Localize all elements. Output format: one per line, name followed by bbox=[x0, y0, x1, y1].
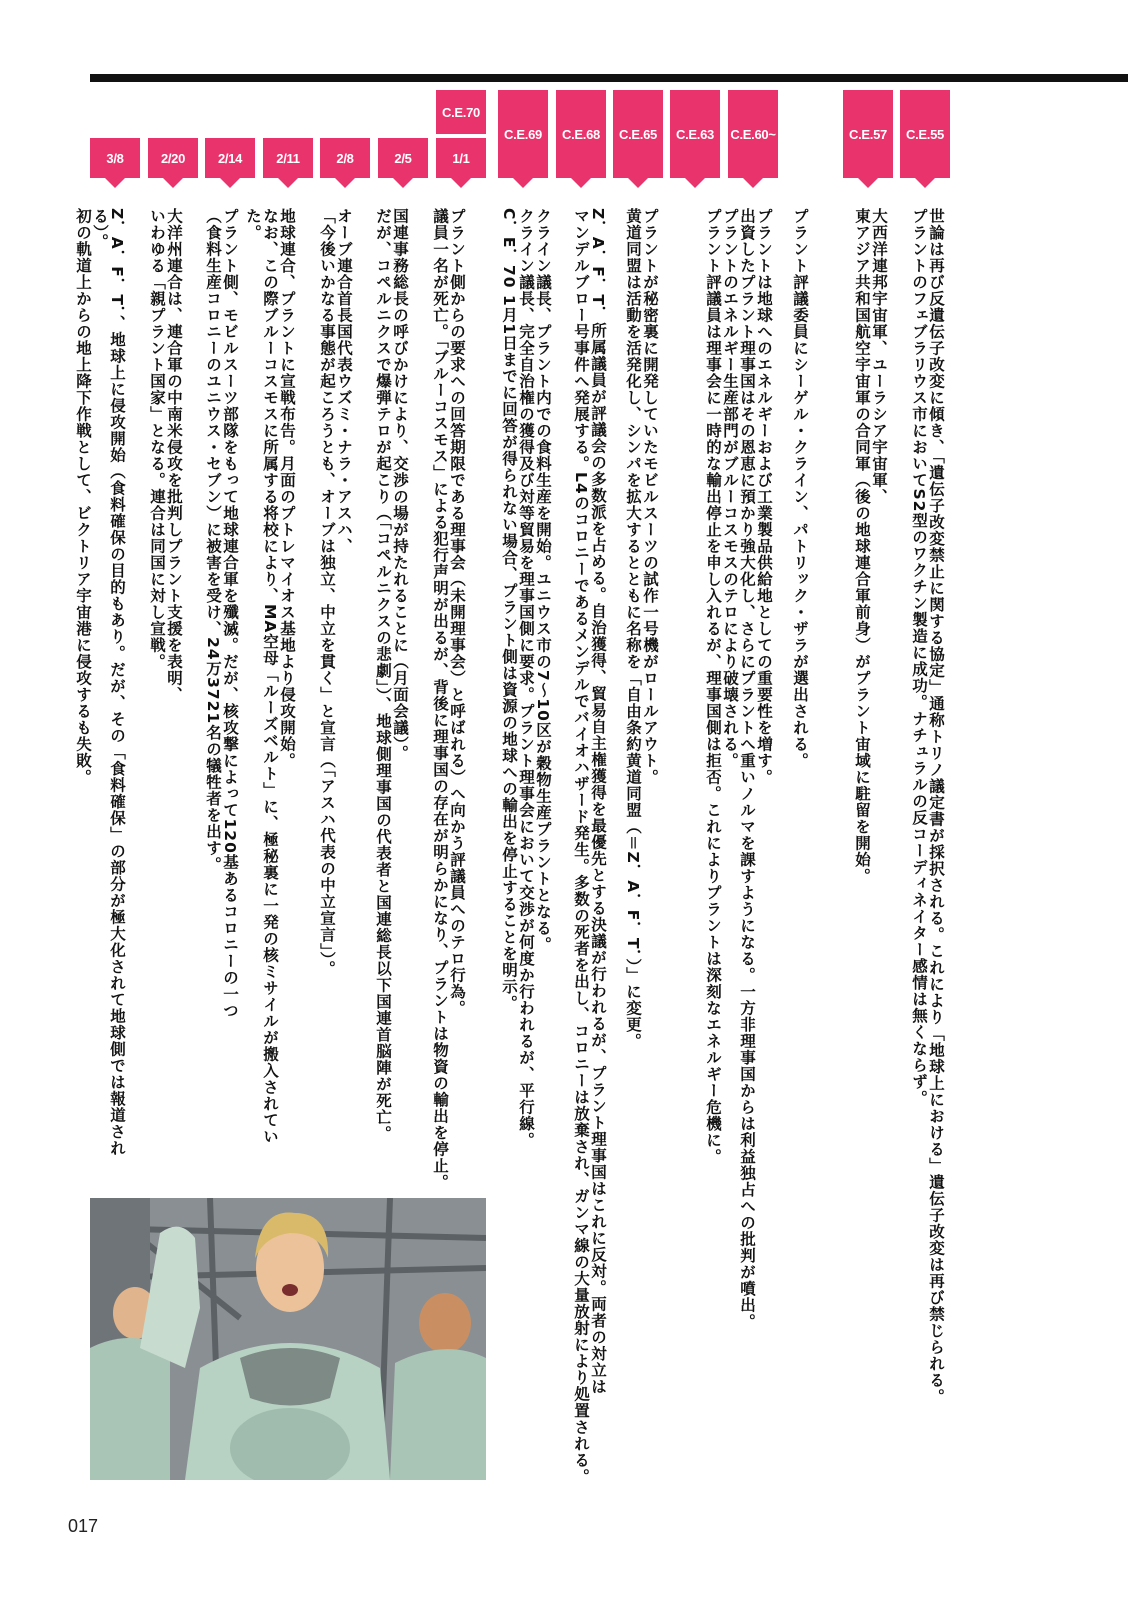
entry-3-8 bbox=[74, 208, 125, 1163]
entry-line: だが、コペルニクスで爆弾テロが起こり（「コペルニクスの悲劇」）、地球側理事国の代表者と国連総長以下国連首脳陣が死亡。 bbox=[374, 208, 392, 1142]
era-tag-ce55: C.E.55 bbox=[900, 90, 950, 178]
entry-line: なお、この際ブルーコスモスに所属する将校により、MA空母「ルーズベルト」に、極秘裏に一発の核ミサイルが搬入されていた。 bbox=[244, 208, 279, 1145]
entry-2-20 bbox=[148, 208, 182, 1163]
entry-line: オーブ連合首長国代表ウズミ・ナラ・アスハ、 bbox=[335, 208, 353, 555]
entry-line: プラントのエネルギー生産部門がブルーコスモスのテロにより破壊される。 bbox=[721, 208, 739, 769]
entry-line: Z．A．F．T．所属議員が評議会の多数派を占める。自治獲得、貿易自主権獲得を最優先とする決議が行われるが、プラント理事国はこれに反対。両者の対立は bbox=[589, 208, 607, 1395]
page-number: 017 bbox=[68, 1516, 99, 1536]
era-tag-ce60: C.E.60~ bbox=[728, 90, 778, 178]
entry-line: 大洋州連合は、連合軍の中南米侵攻を批判しプラント支援を表明、 bbox=[165, 208, 183, 703]
entry-line: クライン議長、プラント内での食料生産を開始。ユニウス市の7～10区が穀物生産プラントとなる。 bbox=[534, 208, 552, 953]
date-tag-1-1: 1/1 bbox=[436, 138, 486, 178]
era-tag-ce70: C.E.70 bbox=[436, 90, 486, 134]
entry-line: C．E．70 1月1日までに回答が得られない場合、プラント側は資源の地球への輸出を停止することを明示。 bbox=[500, 208, 518, 1012]
entry-ce60 bbox=[791, 208, 808, 1538]
entry-line: プラント評議員は理事会に一時的な輸出停止を申し入れるが、理事国側は拒否。これによりプラントは深刻なエネルギー危機に。 bbox=[704, 208, 722, 1165]
date-tag-3-8: 3/8 bbox=[90, 138, 140, 178]
entry-line: 「今後いかなる事態が起ころうとも、オーブは独立、中立を貫く」と宣言（「アスハ代表の中立宣言」）。 bbox=[318, 208, 336, 977]
entry-line: プラントが秘密裏に開発していたモビルスーツの試作一号機がロールアウト。 bbox=[641, 208, 659, 786]
entry-line: 東アジア共和国航空宇宙軍の合同軍（後の地球連合軍前身）がプラント宙域に駐留を開始。 bbox=[853, 208, 871, 885]
top-rule bbox=[90, 74, 1128, 82]
date-tag-2-11: 2/11 bbox=[263, 138, 313, 178]
entry-ce69 bbox=[500, 208, 551, 1538]
entry-line: 地球連合、プラントに宣戦布告。月面のプトレマイオス基地より侵攻開始。 bbox=[278, 208, 296, 769]
entry-ce63 bbox=[704, 208, 772, 1538]
entry-line: Z．A．F．T．、地球上に侵攻開始（食料確保の目的もあり。だが、その「食料確保」の部分が極大化されて地球側では報道される）。 bbox=[91, 208, 126, 1157]
entry-2-11 bbox=[244, 208, 295, 1163]
era-tag-ce65: C.E.65 bbox=[613, 90, 663, 178]
entry-ce57 bbox=[853, 208, 887, 1538]
entry-line: 初の軌道上からの地上降下作戦として、ビクトリア宇宙港に侵攻するも失敗。 bbox=[74, 208, 92, 786]
entry-line: 国連事務総長の呼びかけにより、交渉の場が持たれることに（月面会議）。 bbox=[391, 208, 409, 762]
date-tag-2-14: 2/14 bbox=[205, 138, 255, 178]
entry-line: 出資したプラント理事国はその恩恵に預かり強大化し、さらにプラントへ重いノルマを課すようになる。一方非理事国からは利益独占への批判が噴出。 bbox=[738, 208, 756, 1330]
date-tag-2-20: 2/20 bbox=[148, 138, 198, 178]
era-tag-ce57: C.E.57 bbox=[843, 90, 893, 178]
entry-line: 黄道同盟は活動を活発化し、シンパを拡大するとともに名称を「自由条約黄道同盟（＝Z．A．F．T．）」に変更。 bbox=[624, 208, 642, 1050]
entry-line: 大西洋連邦宇宙軍、ユーラシア宇宙軍、 bbox=[870, 208, 888, 505]
entry-line: 議員一名が死亡。「ブルーコスモス」による犯行声明が出るが、背後に理事国の存在が明らかになり、プラントは物資の輸出を停止。 bbox=[431, 208, 449, 1191]
entry-line: プラント評議委員にシーゲル・クライン、パトリック・ザラが選出される。 bbox=[791, 208, 809, 769]
entry-line: クライン議長、完全自治権の獲得及び対等貿易を理事国側に要求。プラント理事会において交渉が何度か行われるが、平行線。 bbox=[517, 208, 535, 1149]
entry-line: マンデルブロー号事件へ発展する。L4のコロニーであるメンデルでバイオハザード発生。多数の死者を出し、コロニーは放棄され、ガンマ線の大量放射により処置される。 bbox=[572, 208, 590, 1485]
entry-line: プラントのフェブラリウス市においてS2型のワクチン製造に成功。ナチュラルの反コーディネイター感情は無くならず。 bbox=[910, 208, 928, 1107]
entry-line: いわゆる「親プラント国家」となる。連合は同国に対し宣戦。 bbox=[148, 208, 166, 670]
era-tag-ce63: C.E.63 bbox=[670, 90, 720, 178]
entry-line: プラントは地球へのエネルギーおよび工業製品供給地としての重要性を増す。 bbox=[755, 208, 773, 786]
entry-line: プラント側、モビルスーツ部隊をもって地球連合軍を殲滅。だが、核攻撃によって120基あるコロニーの一つ bbox=[221, 208, 239, 1019]
entry-line: 世論は再び反遺伝子改変に傾き、「遺伝子改変禁止に関する協定」通称トリノ議定書が採択される。これにより「地球上における」遺伝子改変は再び禁じられる。 bbox=[927, 208, 945, 1405]
era-tag-ce69: C.E.69 bbox=[498, 90, 548, 178]
entry-2-14 bbox=[204, 208, 238, 1163]
illustration-pilots-in-suits bbox=[90, 1198, 486, 1480]
date-tag-2-5: 2/5 bbox=[378, 138, 428, 178]
date-tag-2-8: 2/8 bbox=[320, 138, 370, 178]
entry-ce68 bbox=[572, 208, 606, 1538]
entry-line: プラント側からの要求への回答期限である理事会（未開理事会）と呼ばれる）へ向かう評議員へのテロ行為。 bbox=[448, 208, 466, 1017]
era-tag-ce68: C.E.68 bbox=[556, 90, 606, 178]
entry-line: （食料生産コロニーのユニウス・セブン）に被害を受け、24万3721名の犠牲者を出す。 bbox=[204, 208, 222, 873]
entry-ce55 bbox=[910, 208, 944, 1538]
entry-ce65 bbox=[624, 208, 658, 1538]
